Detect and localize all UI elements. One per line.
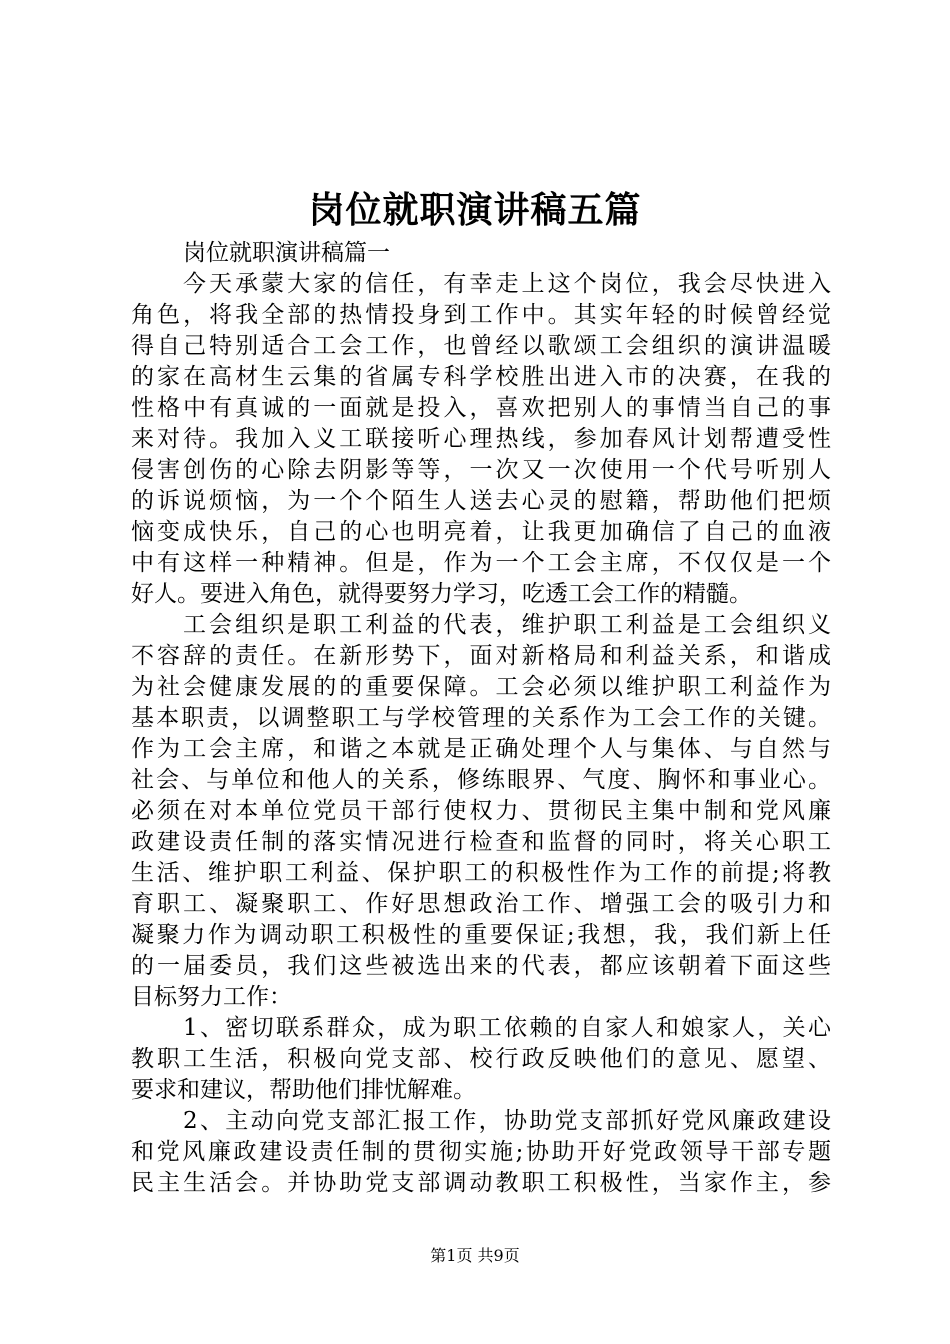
paragraph-line: 工会组织是职工利益的代表，维护职工利益是工会组织义 (183, 612, 831, 638)
paragraph-line: 的一届委员，我们这些被选出来的代表，都应该朝着下面这些 (131, 953, 831, 979)
paragraph-line: 作为工会主席，和谐之本就是正确处理个人与集体、与自然与 (131, 736, 831, 762)
paragraph-line: 得自己特别适合工会工作，也曾经以歌颂工会组织的演讲温暖 (131, 333, 831, 359)
paragraph-line: 政建设责任制的落实情况进行检查和监督的同时，将关心职工 (131, 829, 831, 855)
document-body (131, 238, 831, 1199)
paragraph-line: 凝聚力作为调动职工积极性的重要保证;我想，我，我们新上任 (131, 922, 831, 948)
paragraph-line: 不容辞的责任。在新形势下，面对新格局和利益关系，和谐成 (131, 643, 831, 669)
paragraph-1 (131, 269, 831, 610)
paragraph-line: 基本职责，以调整职工与学校管理的关系作为工会工作的关键。 (131, 705, 831, 731)
paragraph-line: 2、主动向党支部汇报工作，协助党支部抓好党风廉政建设 (183, 1108, 831, 1134)
paragraph-3 (131, 1013, 831, 1106)
paragraph-line: 为社会健康发展的的重要保障。工会必须以维护职工利益作为 (131, 674, 831, 700)
paragraph-line: 和党风廉政建设责任制的贯彻实施;协助开好党政领导干部专题 (131, 1139, 831, 1165)
paragraph-line: 的家在高材生云集的省属专科学校胜出进入市的决赛，在我的 (131, 364, 831, 390)
paragraph-line: 今天承蒙大家的信任，有幸走上这个岗位，我会尽快进入 (183, 271, 831, 297)
paragraph-line: 恼变成快乐，自己的心也明亮着，让我更加确信了自己的血液 (131, 519, 831, 545)
paragraph-line: 必须在对本单位党员干部行使权力、贯彻民主集中制和党风廉 (131, 798, 831, 824)
page-footer: 第1页 共9页 (430, 1246, 520, 1265)
section-heading: 岗位就职演讲稿篇一 (183, 240, 390, 266)
paragraph-line: 要求和建议，帮助他们排忧解难。 (131, 1077, 476, 1103)
paragraph-line: 民主生活会。并协助党支部调动教职工积极性，当家作主，参 (131, 1170, 831, 1196)
paragraph-line: 中有这样一种精神。但是，作为一个工会主席，不仅仅是一个 (131, 550, 831, 576)
paragraph-line: 1、密切联系群众，成为职工依赖的自家人和娘家人，关心 (183, 1015, 831, 1041)
paragraph-line: 育职工、凝聚职工、作好思想政治工作、增强工会的吸引力和 (131, 891, 831, 917)
paragraph-line: 教职工生活，积极向党支部、校行政反映他们的意见、愿望、 (131, 1046, 831, 1072)
paragraph-line: 社会、与单位和他人的关系，修练眼界、气度、胸怀和事业心。 (131, 767, 831, 793)
paragraph-line: 侵害创伤的心除去阴影等等，一次又一次使用一个代号听别人 (131, 457, 831, 483)
paragraph-line: 角色，将我全部的热情投身到工作中。其实年轻的时候曾经觉 (131, 302, 831, 328)
paragraph-line: 生活、维护职工利益、保护职工的积极性作为工作的前提;将教 (131, 860, 831, 886)
paragraph-line: 目标努力工作： (131, 984, 292, 1010)
paragraph-4 (131, 1106, 831, 1199)
paragraph-line: 来对待。我加入义工联接听心理热线，参加春风计划帮遭受性 (131, 426, 831, 452)
paragraph-line: 好人。要进入角色，就得要努力学习，吃透工会工作的精髓。 (131, 581, 752, 607)
paragraph-line: 性格中有真诚的一面就是投入，喜欢把别人的事情当自己的事 (131, 395, 831, 421)
document-title: 岗位就职演讲稿五篇 (308, 189, 642, 231)
paragraph-line: 的诉说烦恼，为一个个陌生人送去心灵的慰籍，帮助他们把烦 (131, 488, 831, 514)
paragraph-2 (131, 610, 831, 1013)
